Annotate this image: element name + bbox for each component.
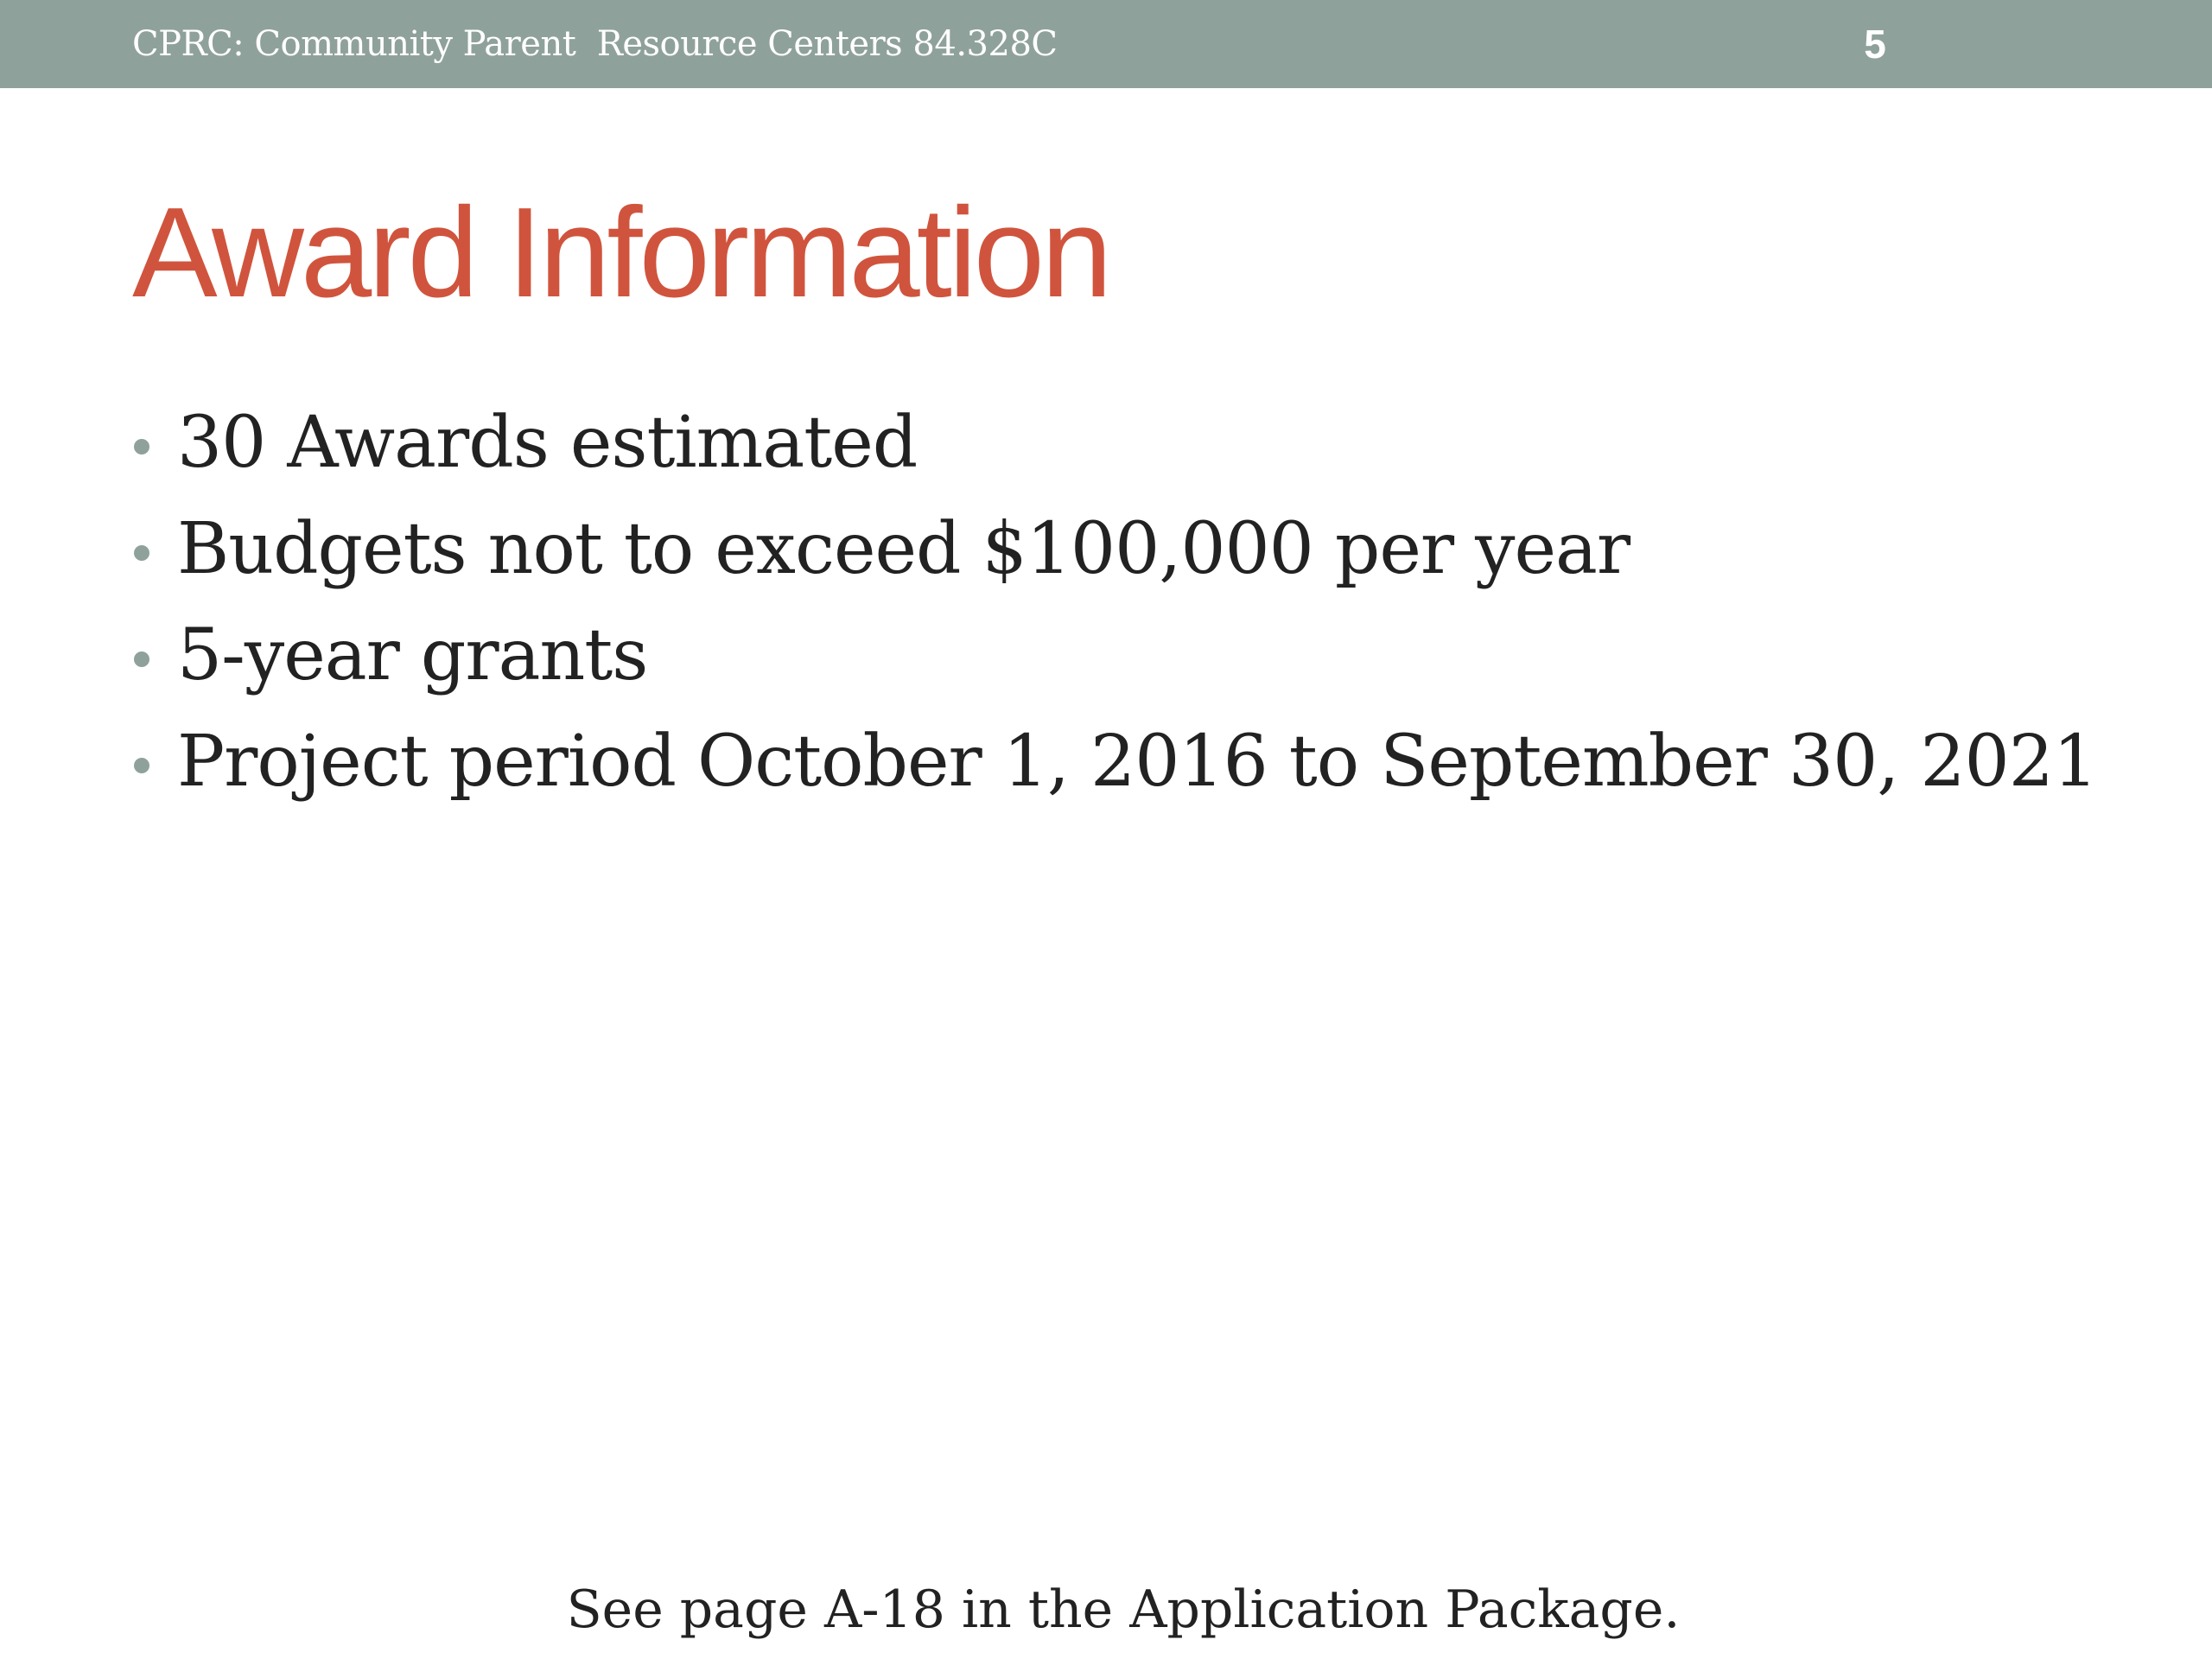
bullet-dot-icon xyxy=(134,652,149,667)
slide-number: 5 xyxy=(1864,22,1886,67)
bullet-text: 30 Awards estimated xyxy=(177,402,918,484)
header-bar xyxy=(0,0,2212,88)
bullet-text: Budgets not to exceed $100,000 per year xyxy=(177,508,1630,590)
header-title: CPRC: Community Parent Resource Centers 84.328C xyxy=(132,24,1058,64)
footnote: See page A-18 in the Application Package. xyxy=(566,1580,1681,1640)
bullet-text: Project period October 1, 2016 to September 30, 2021 xyxy=(177,721,2098,803)
bullet-dot-icon xyxy=(134,439,149,454)
bullet-dot-icon xyxy=(134,758,149,773)
slide-title: Award Information xyxy=(132,181,1109,324)
bullet-text: 5-year grants xyxy=(177,614,648,696)
bullet-dot-icon xyxy=(134,545,149,561)
